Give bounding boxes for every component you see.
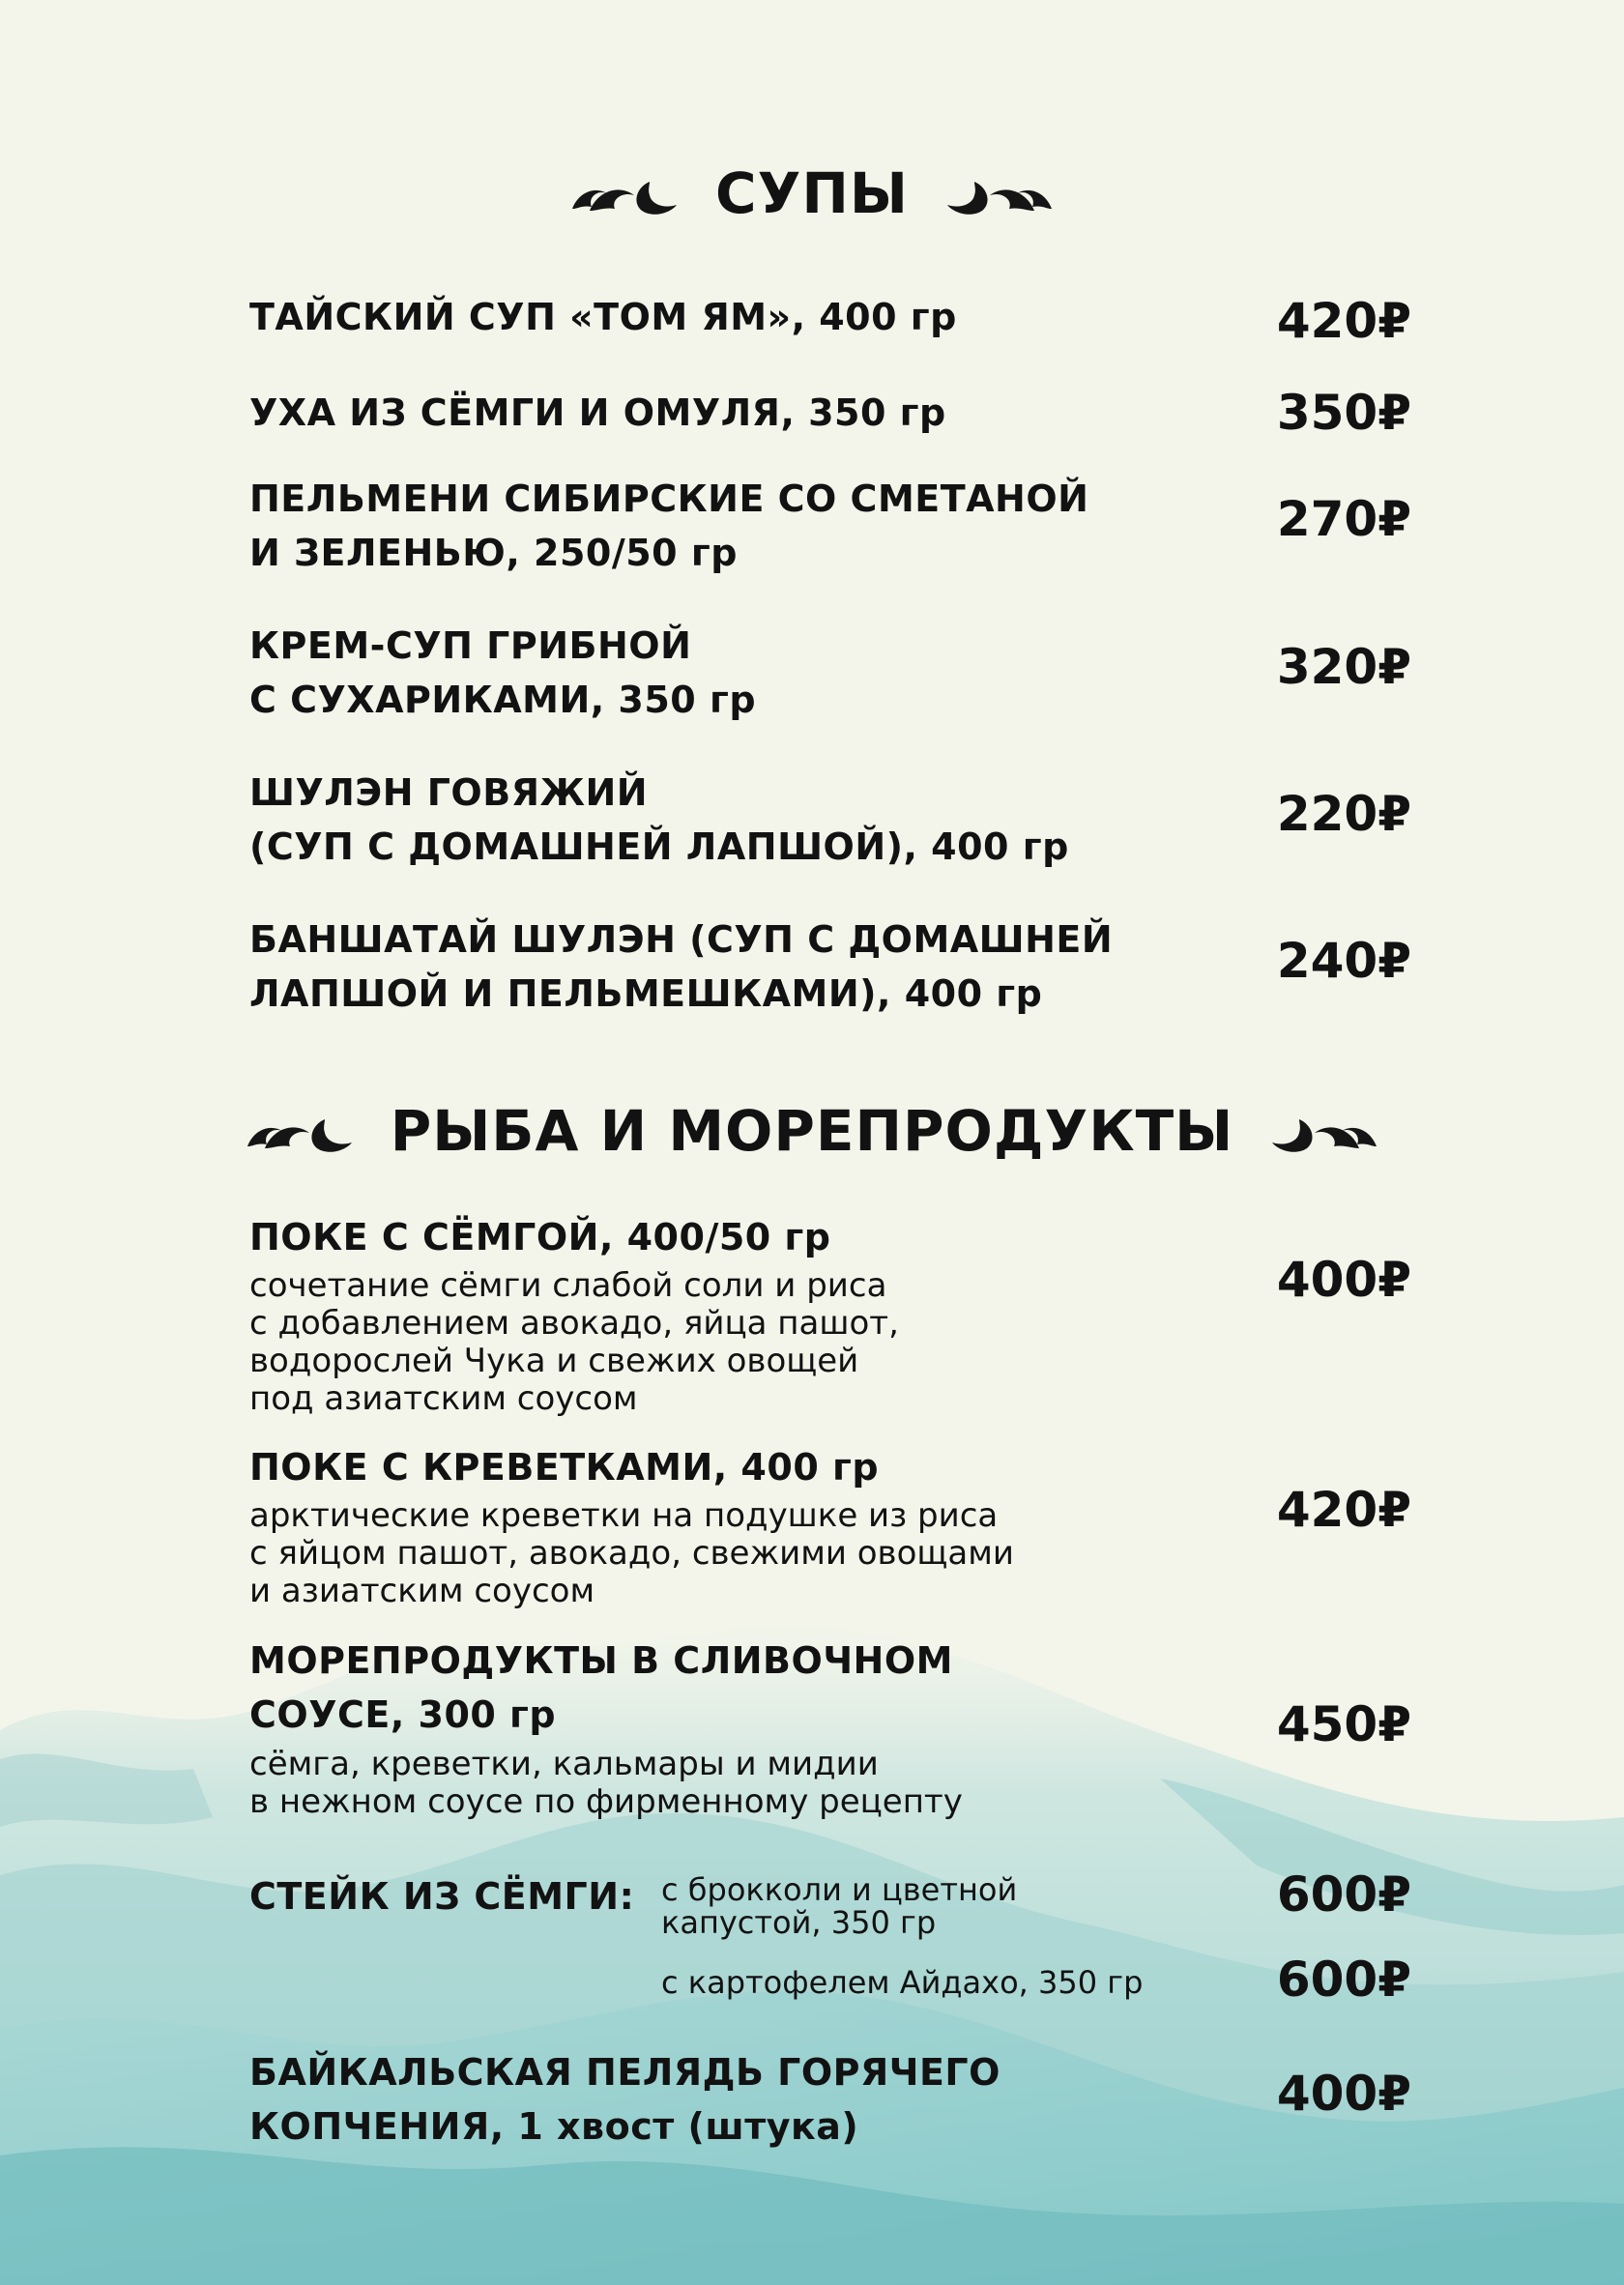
section-title-soups bbox=[0, 160, 1624, 226]
menu-item-name: ТАЙСКИЙ СУП «ТОМ ЯМ», 400 гр bbox=[249, 296, 957, 338]
menu-item-price: 450₽ bbox=[1276, 1696, 1411, 1752]
menu-item-name: ПЕЛЬМЕНИ СИБИРСКИЕ СО СМЕТАНОЙ И ЗЕЛЕНЬЮ, 250/50 гр bbox=[249, 477, 1089, 574]
menu-item-name: БАНШАТАЙ ШУЛЭН (СУП С ДОМАШНЕЙ ЛАПШОЙ И ПЕЛЬМЕШКАМИ), 400 гр bbox=[249, 918, 1114, 1015]
menu-item-price: 420₽ bbox=[1276, 1482, 1411, 1538]
menu-item-price: 400₽ bbox=[1276, 2066, 1411, 2122]
menu-item-description: сочетание сёмги слабой соли и риса с добавлением авокадо, яйца пашот, водорослей Чука и свежих овощей под азиатским соусом bbox=[249, 1266, 899, 1418]
menu-item-price: 270₽ bbox=[1276, 491, 1411, 547]
menu-item-name: ПОКЕ С КРЕВЕТКАМИ, 400 гр bbox=[249, 1446, 880, 1489]
menu-item-price: 320₽ bbox=[1276, 639, 1411, 695]
menu-item-price: 350₽ bbox=[1276, 385, 1411, 441]
menu-item-name: БАЙКАЛЬСКАЯ ПЕЛЯДЬ ГОРЯЧЕГО КОПЧЕНИЯ, 1 хвост (штука) bbox=[249, 2051, 1000, 2148]
wave-flourish-right-icon bbox=[930, 166, 1056, 220]
menu-item-price: 400₽ bbox=[1276, 1252, 1411, 1308]
menu-item-price: 600₽ bbox=[1276, 1866, 1411, 1923]
menu-item-name: СТЕЙК ИЗ СЁМГИ: bbox=[249, 1875, 635, 1918]
menu-item-name: ШУЛЭН ГОВЯЖИЙ (СУП С ДОМАШНЕЙ ЛАПШОЙ), 400 гр bbox=[249, 771, 1069, 868]
menu-item-name: УХА ИЗ СЁМГИ И ОМУЛЯ, 350 гр bbox=[249, 391, 946, 434]
wave-flourish-left-icon bbox=[244, 1104, 369, 1158]
menu-item-name: ПОКЕ С СЁМГОЙ, 400/50 гр bbox=[249, 1216, 831, 1258]
menu-item-price: 600₽ bbox=[1276, 1952, 1411, 2008]
section-title-fish bbox=[0, 1098, 1624, 1164]
menu-item-description: арктические креветки на подушке из риса с яйцом пашот, авокадо, свежими овощами и азиатским соусом bbox=[249, 1496, 1014, 1610]
section-title-text: РЫБА И МОРЕПРОДУКТЫ bbox=[390, 1098, 1234, 1164]
menu-item-name: МОРЕПРОДУКТЫ В СЛИВОЧНОМ СОУСЕ, 300 гр bbox=[249, 1639, 953, 1736]
menu-item-name: КРЕМ-СУП ГРИБНОЙ С СУХАРИКАМИ, 350 гр bbox=[249, 624, 757, 721]
menu-item-description: сёмга, креветки, кальмары и мидии в нежном соусе по фирменному рецепту bbox=[249, 1745, 963, 1821]
wave-flourish-left-icon bbox=[568, 166, 694, 220]
section-title-text: СУПЫ bbox=[715, 160, 909, 226]
steak-option-text: с картофелем Айдахо, 350 гр bbox=[661, 1964, 1144, 2001]
steak-option-text: с брокколи и цветной капустой, 350 гр bbox=[661, 1871, 1018, 1941]
menu-item-price: 420₽ bbox=[1276, 293, 1411, 349]
menu-item-price: 220₽ bbox=[1276, 786, 1411, 842]
wave-flourish-right-icon bbox=[1255, 1104, 1380, 1158]
menu-item-price: 240₽ bbox=[1276, 933, 1411, 989]
